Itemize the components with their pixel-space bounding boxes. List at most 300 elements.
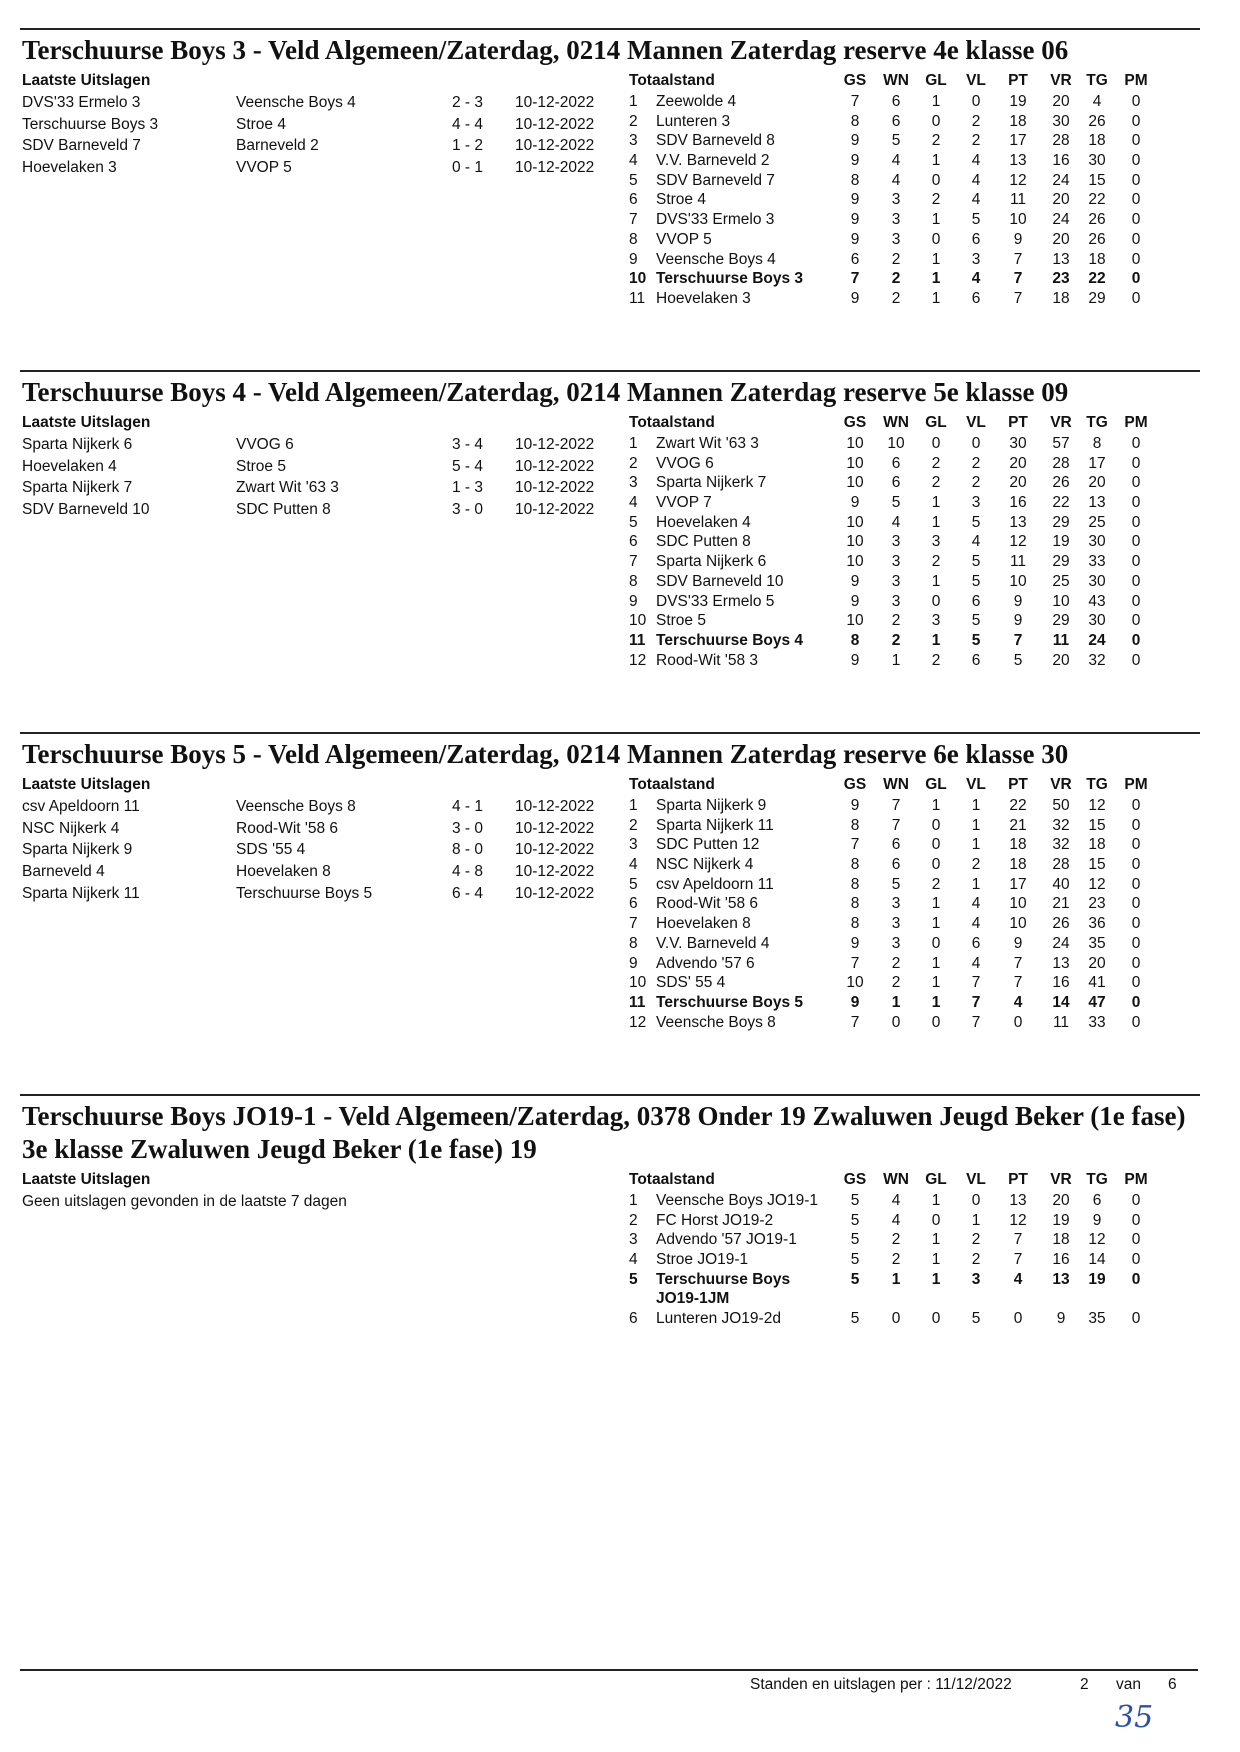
- stat-tg: 12: [1088, 875, 1106, 893]
- stat-vr: 16: [1052, 152, 1070, 170]
- stat-pm: 0: [1131, 513, 1141, 531]
- team-name: SDV Barneveld 8: [656, 132, 775, 150]
- team-name: Terschuurse Boys JO19-1JM: [656, 1270, 791, 1307]
- match-date: 10-12-2022: [515, 501, 595, 519]
- match-score: 4 - 4: [452, 115, 484, 133]
- team-name: SDV Barneveld 10: [656, 572, 784, 590]
- away-team: Veensche Boys 8: [236, 798, 356, 815]
- stat-pm: 0: [1131, 612, 1141, 630]
- stat-wn: 7: [891, 816, 901, 834]
- stat-gl: 2: [931, 651, 941, 669]
- stat-pm: 0: [1131, 152, 1141, 170]
- standings-row: [629, 112, 1209, 132]
- match-score: 4 - 8: [452, 863, 484, 881]
- column-header-pm: PM: [1124, 776, 1148, 793]
- team-name: Stroe JO19-1: [656, 1251, 749, 1269]
- standings-row: [629, 651, 1209, 671]
- stat-vl: 6: [971, 651, 981, 669]
- home-team: SDV Barneveld 7: [22, 137, 141, 155]
- stat-vr: 20: [1052, 1192, 1070, 1209]
- stat-pm: 0: [1131, 474, 1141, 492]
- stat-gl: 1: [931, 974, 941, 992]
- section-divider: [20, 28, 1200, 30]
- standings-row: [629, 1013, 1209, 1033]
- stat-gs: 9: [850, 152, 860, 170]
- standings-row: [629, 434, 1209, 454]
- result-row: [22, 818, 612, 840]
- stat-wn: 3: [891, 592, 901, 610]
- stat-gl: 1: [931, 250, 941, 268]
- standings-header: [629, 70, 1209, 92]
- section-title: Terschuurse Boys JO19-1 - Veld Algemeen/Zaterdag, 0378 Onder 19 Zwaluwen Jeugd Beker (1e fase) 3e klasse Zwaluwen Jeugd Beker (1e fase) 19: [22, 1101, 1186, 1164]
- team-name: SDC Putten 12: [656, 836, 760, 854]
- stat-tg: 30: [1088, 612, 1106, 630]
- footer-van: van: [1116, 1676, 1141, 1693]
- stat-pt: 16: [1009, 494, 1027, 512]
- match-score: 2 - 3: [452, 94, 484, 111]
- stat-wn: 5: [891, 875, 901, 893]
- match-score: 6 - 4: [452, 884, 484, 902]
- standings-table: [629, 774, 1209, 1032]
- stat-gs: 9: [850, 132, 860, 150]
- stat-wn: 6: [891, 112, 901, 130]
- column-header-vl: VL: [966, 776, 986, 793]
- rank: 7: [629, 211, 638, 229]
- match-score: 3 - 0: [452, 501, 484, 519]
- stat-vr: 57: [1052, 435, 1070, 452]
- column-header-tg: TG: [1086, 72, 1108, 89]
- stat-pm: 0: [1131, 112, 1141, 130]
- stat-pt: 22: [1009, 797, 1027, 814]
- stat-vr: 20: [1052, 93, 1070, 110]
- standings-header: [629, 774, 1209, 796]
- stat-gl: 1: [931, 93, 941, 110]
- stat-wn: 3: [891, 553, 901, 571]
- stat-vr: 26: [1052, 474, 1070, 492]
- stat-vl: 2: [971, 856, 981, 874]
- stat-gs: 9: [850, 993, 860, 1011]
- team-name: SDC Putten 8: [656, 533, 751, 551]
- standings-row: [629, 454, 1209, 474]
- away-team: VVOG 6: [236, 436, 294, 453]
- home-team: csv Apeldoorn 11: [22, 798, 140, 815]
- result-row: [22, 883, 612, 905]
- stat-wn: 3: [891, 230, 901, 248]
- column-header-pm: PM: [1124, 414, 1148, 431]
- standings-row: [629, 954, 1209, 974]
- result-row: [22, 92, 612, 114]
- stat-gl: 0: [931, 1211, 941, 1229]
- stat-pm: 0: [1131, 631, 1141, 649]
- away-team: Hoevelaken 8: [236, 863, 331, 881]
- stat-gl: 2: [931, 474, 941, 492]
- stat-wn: 3: [891, 191, 901, 209]
- stat-wn: 2: [891, 974, 901, 992]
- stat-vr: 29: [1052, 553, 1070, 571]
- stat-pt: 0: [1013, 1013, 1023, 1031]
- stat-gs: 5: [850, 1309, 860, 1327]
- stat-pm: 0: [1131, 191, 1141, 209]
- standings-row: [629, 592, 1209, 612]
- team-name: Sparta Nijkerk 11: [656, 816, 774, 834]
- stat-pm: 0: [1131, 915, 1141, 933]
- stat-gl: 1: [931, 631, 941, 649]
- stat-pt: 11: [1009, 191, 1027, 209]
- stat-tg: 22: [1088, 191, 1106, 209]
- stat-vl: 1: [971, 797, 981, 814]
- home-team: NSC Nijkerk 4: [22, 819, 120, 837]
- stat-gl: 1: [931, 1231, 941, 1249]
- stat-gs: 9: [850, 289, 860, 307]
- section-title: Terschuurse Boys 4 - Veld Algemeen/Zaterdag, 0214 Mannen Zaterdag reserve 5e klasse 09: [22, 377, 1069, 407]
- stat-vr: 32: [1052, 836, 1070, 854]
- standings-row: [629, 171, 1209, 191]
- match-date: 10-12-2022: [515, 115, 595, 133]
- stat-vr: 26: [1052, 915, 1070, 933]
- stat-vl: 1: [971, 816, 981, 834]
- stat-tg: 26: [1088, 211, 1106, 229]
- standings-row: [629, 894, 1209, 914]
- stat-gl: 1: [931, 289, 941, 307]
- stat-pt: 12: [1009, 533, 1027, 551]
- stat-pt: 0: [1013, 1309, 1023, 1327]
- stat-tg: 35: [1088, 934, 1106, 952]
- standings-row: [629, 250, 1209, 270]
- match-score: 1 - 2: [452, 137, 484, 155]
- column-header-gl: GL: [925, 72, 947, 89]
- stat-gl: 0: [931, 112, 941, 130]
- rank: 8: [629, 230, 638, 248]
- stat-vr: 29: [1052, 612, 1070, 630]
- stat-pm: 0: [1131, 651, 1141, 669]
- stat-pt: 20: [1009, 474, 1027, 492]
- stat-gs: 9: [850, 230, 860, 248]
- rank: 2: [629, 112, 638, 130]
- stat-pm: 0: [1131, 211, 1141, 229]
- column-header-vr: VR: [1050, 414, 1072, 431]
- stat-gs: 8: [850, 631, 860, 649]
- match-date: 10-12-2022: [515, 436, 595, 453]
- rank: 4: [629, 494, 638, 512]
- stat-vl: 4: [971, 915, 981, 933]
- stat-gl: 1: [931, 211, 941, 229]
- column-header-vl: VL: [966, 72, 986, 89]
- stat-gl: 1: [931, 797, 941, 814]
- stat-gl: 3: [931, 612, 941, 630]
- stat-tg: 26: [1088, 230, 1106, 248]
- stat-tg: 33: [1088, 553, 1106, 571]
- stat-gs: 8: [850, 875, 860, 893]
- stat-wn: 6: [891, 454, 901, 472]
- results-table: [22, 774, 612, 904]
- stat-vl: 2: [971, 454, 981, 472]
- stat-gl: 1: [931, 954, 941, 972]
- footer-divider: [20, 1669, 1198, 1671]
- rank: 9: [629, 954, 638, 972]
- stat-gl: 1: [931, 572, 941, 590]
- column-header-wn: WN: [883, 414, 909, 431]
- stat-pt: 13: [1009, 152, 1027, 170]
- column-header-pt: PT: [1008, 414, 1028, 431]
- stat-vl: 6: [971, 592, 981, 610]
- footer-text: Standen en uitslagen per : 11/12/2022: [750, 1676, 1012, 1693]
- team-name: SDV Barneveld 7: [656, 171, 775, 189]
- stat-gs: 10: [846, 533, 864, 551]
- standings-row: [629, 914, 1209, 934]
- stat-gl: 2: [931, 454, 941, 472]
- stat-gl: 1: [931, 513, 941, 531]
- stat-vr: 24: [1052, 211, 1070, 229]
- rank: 6: [629, 533, 638, 551]
- team-name: VVOG 6: [656, 454, 714, 472]
- stat-gl: 0: [931, 171, 941, 189]
- home-team: Sparta Nijkerk 9: [22, 841, 133, 859]
- stat-vl: 3: [971, 250, 981, 268]
- column-header-wn: WN: [883, 1171, 909, 1188]
- team-name: Stroe 4: [656, 191, 706, 209]
- stat-vl: 3: [971, 1270, 981, 1288]
- rank: 5: [629, 875, 638, 893]
- team-name: Sparta Nijkerk 7: [656, 474, 767, 492]
- standings-table: [629, 412, 1209, 670]
- match-score: 4 - 1: [452, 798, 484, 815]
- stat-wn: 6: [891, 93, 901, 110]
- rank: 4: [629, 856, 638, 874]
- column-header-gl: GL: [925, 1171, 947, 1188]
- stat-vr: 30: [1052, 112, 1070, 130]
- rank: 6: [629, 191, 638, 209]
- rank: 11: [629, 631, 646, 649]
- stat-pm: 0: [1131, 435, 1141, 452]
- stat-gl: 1: [931, 494, 941, 512]
- column-header-gl: GL: [925, 414, 947, 431]
- stat-pm: 0: [1131, 1270, 1141, 1288]
- stat-gs: 9: [850, 934, 860, 952]
- result-row: [22, 135, 612, 157]
- column-header-tg: TG: [1086, 414, 1108, 431]
- stat-vr: 16: [1052, 1251, 1070, 1269]
- match-date: 10-12-2022: [515, 863, 595, 881]
- standings-row: [629, 1309, 1209, 1329]
- column-header-gs: GS: [843, 414, 867, 431]
- team-name: Advendo '57 6: [656, 954, 755, 972]
- stat-vr: 10: [1052, 592, 1070, 610]
- stat-gs: 5: [850, 1211, 860, 1229]
- rank: 5: [629, 513, 638, 531]
- stat-pt: 13: [1009, 1192, 1027, 1209]
- stat-vr: 28: [1052, 454, 1070, 472]
- standings-title: Totaalstand: [629, 72, 715, 89]
- column-header-vl: VL: [966, 414, 986, 431]
- team-name: Veensche Boys 8: [656, 1013, 776, 1031]
- stat-vr: 16: [1052, 974, 1070, 992]
- home-team: Barneveld 4: [22, 863, 105, 881]
- result-row: [22, 499, 612, 521]
- stat-wn: 0: [891, 1309, 901, 1327]
- match-date: 10-12-2022: [515, 94, 595, 111]
- standings-row: [629, 875, 1209, 895]
- standings-header: [629, 412, 1209, 434]
- team-name: Lunteren JO19-2d: [656, 1309, 781, 1327]
- stat-vr: 20: [1052, 230, 1070, 248]
- rank: 7: [629, 553, 638, 571]
- stat-tg: 30: [1088, 572, 1106, 590]
- match-score: 3 - 4: [452, 436, 484, 453]
- stat-tg: 12: [1088, 797, 1106, 814]
- stat-pt: 9: [1013, 612, 1023, 630]
- stat-tg: 30: [1088, 152, 1106, 170]
- stat-vr: 24: [1052, 934, 1070, 952]
- stat-wn: 4: [891, 171, 901, 189]
- stat-wn: 4: [891, 1192, 901, 1209]
- standings-title: Totaalstand: [629, 414, 715, 431]
- results-table: [22, 70, 612, 179]
- stat-wn: 3: [891, 895, 901, 913]
- home-team: DVS'33 Ermelo 3: [22, 94, 141, 111]
- standings-row: [629, 269, 1209, 289]
- column-header-pm: PM: [1124, 1171, 1148, 1188]
- stat-tg: 32: [1088, 651, 1106, 669]
- stat-vl: 4: [971, 533, 981, 551]
- stat-vr: 50: [1052, 797, 1070, 814]
- stat-gs: 5: [850, 1251, 860, 1269]
- competition-section-2: [20, 370, 1200, 669]
- column-header-vr: VR: [1050, 776, 1072, 793]
- team-name: Terschuurse Boys 5: [656, 993, 804, 1011]
- footer-page-number: 2: [1080, 1676, 1089, 1693]
- stat-vl: 5: [971, 612, 981, 630]
- stat-pm: 0: [1131, 533, 1141, 551]
- standings-row: [629, 631, 1209, 651]
- team-name: csv Apeldoorn 11: [656, 875, 774, 893]
- stat-gs: 9: [850, 572, 860, 590]
- rank: 8: [629, 572, 638, 590]
- stat-tg: 15: [1088, 856, 1106, 874]
- stat-gs: 10: [846, 435, 864, 452]
- rank: 1: [629, 797, 638, 814]
- column-header-pt: PT: [1008, 776, 1028, 793]
- home-team: Sparta Nijkerk 6: [22, 436, 133, 453]
- rank: 2: [629, 816, 638, 834]
- stat-vl: 4: [971, 171, 981, 189]
- rank: 2: [629, 1211, 638, 1229]
- away-team: Rood-Wit '58 6: [236, 819, 339, 837]
- stat-tg: 29: [1088, 289, 1106, 307]
- rank: 11: [629, 289, 646, 307]
- team-name: Stroe 5: [656, 612, 706, 630]
- stat-vr: 20: [1052, 191, 1070, 209]
- stat-tg: 30: [1088, 533, 1106, 551]
- stat-vl: 7: [971, 993, 981, 1011]
- stat-vr: 19: [1052, 533, 1070, 551]
- stat-pt: 17: [1009, 132, 1027, 150]
- match-score: 8 - 0: [452, 841, 484, 859]
- footer-total-pages: 6: [1168, 1676, 1177, 1693]
- stat-gs: 7: [850, 954, 860, 972]
- away-team: Barneveld 2: [236, 137, 319, 155]
- match-date: 10-12-2022: [515, 479, 595, 497]
- stat-gl: 2: [931, 132, 941, 150]
- standings-row: [629, 835, 1209, 855]
- team-name: V.V. Barneveld 2: [656, 152, 770, 170]
- stat-pt: 7: [1013, 631, 1023, 649]
- stat-pt: 7: [1013, 1231, 1023, 1249]
- stat-tg: 36: [1088, 915, 1106, 933]
- stat-tg: 23: [1088, 895, 1106, 913]
- team-name: Zeewolde 4: [656, 93, 737, 110]
- stat-vl: 0: [971, 93, 981, 110]
- stat-pm: 0: [1131, 836, 1141, 854]
- stat-pt: 7: [1013, 974, 1023, 992]
- stat-gl: 1: [931, 993, 941, 1011]
- match-score: 1 - 3: [452, 479, 484, 497]
- no-results-note: Geen uitslagen gevonden in de laatste 7 dagen: [22, 1193, 347, 1210]
- stat-wn: 7: [891, 797, 901, 814]
- stat-vr: 18: [1052, 1231, 1070, 1249]
- stat-tg: 17: [1088, 454, 1106, 472]
- competition-section-4: [20, 1094, 1200, 1327]
- stat-vl: 2: [971, 132, 981, 150]
- away-team: Stroe 5: [236, 457, 286, 475]
- rank: 2: [629, 454, 638, 472]
- stat-vl: 5: [971, 631, 981, 649]
- stat-pt: 10: [1009, 572, 1027, 590]
- stat-vr: 11: [1052, 631, 1070, 649]
- stat-pt: 18: [1009, 112, 1027, 130]
- stat-tg: 13: [1088, 494, 1106, 512]
- team-name: DVS'33 Ermelo 3: [656, 211, 775, 229]
- stat-tg: 25: [1088, 513, 1106, 531]
- stat-pt: 7: [1013, 289, 1023, 307]
- stat-tg: 6: [1092, 1192, 1102, 1209]
- stat-gs: 8: [850, 171, 860, 189]
- result-row: [22, 456, 612, 478]
- stat-tg: 15: [1088, 816, 1106, 834]
- stat-vr: 23: [1052, 270, 1070, 288]
- stat-wn: 5: [891, 132, 901, 150]
- stat-vr: 20: [1052, 651, 1070, 669]
- standings-table: [629, 70, 1209, 309]
- stat-pm: 0: [1131, 592, 1141, 610]
- stat-gs: 9: [850, 797, 860, 814]
- stat-tg: 41: [1088, 974, 1106, 992]
- stat-pm: 0: [1131, 895, 1141, 913]
- stat-pt: 4: [1013, 1270, 1023, 1288]
- stat-pm: 0: [1131, 797, 1141, 814]
- stat-vr: 18: [1052, 289, 1070, 307]
- stat-wn: 6: [891, 836, 901, 854]
- stat-pm: 0: [1131, 250, 1141, 268]
- column-header-tg: TG: [1086, 776, 1108, 793]
- rank: 11: [629, 993, 646, 1011]
- stat-vr: 13: [1052, 250, 1070, 268]
- stat-wn: 1: [891, 651, 901, 669]
- stat-pt: 7: [1013, 1251, 1023, 1269]
- column-header-pt: PT: [1008, 72, 1028, 89]
- standings-row: [629, 513, 1209, 533]
- stat-gl: 0: [931, 816, 941, 834]
- standings-row: [629, 855, 1209, 875]
- result-row: [22, 796, 612, 818]
- standings-row: [629, 816, 1209, 836]
- stat-wn: 3: [891, 572, 901, 590]
- stat-wn: 6: [891, 856, 901, 874]
- stat-gs: 9: [850, 191, 860, 209]
- stat-pm: 0: [1131, 171, 1141, 189]
- stat-wn: 3: [891, 533, 901, 551]
- stat-pt: 19: [1009, 93, 1027, 110]
- away-team: Terschuurse Boys 5: [236, 884, 373, 902]
